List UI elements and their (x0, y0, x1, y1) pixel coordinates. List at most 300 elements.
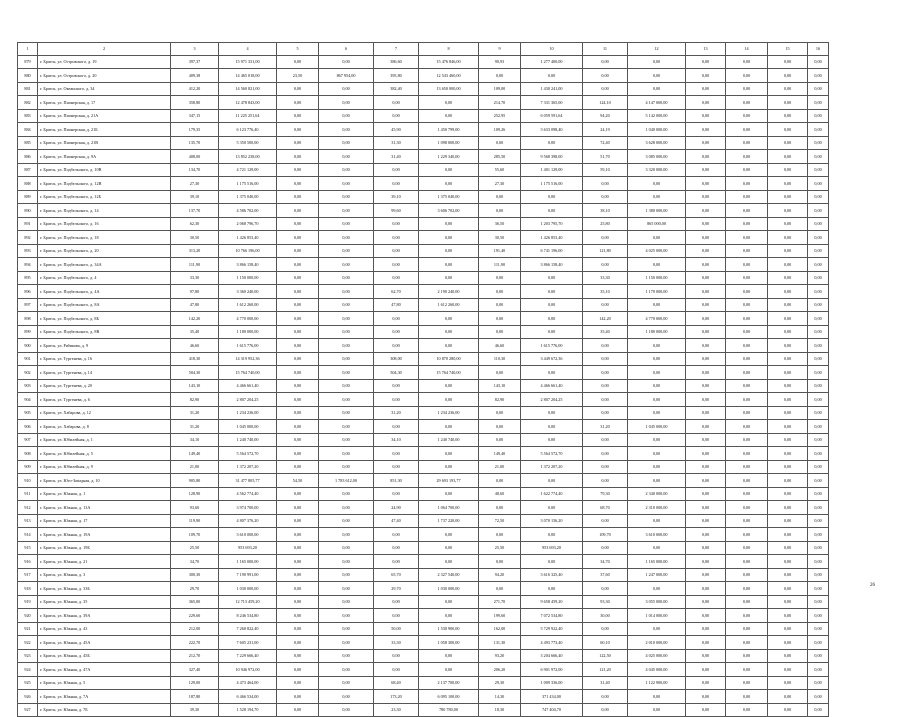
table-row (18, 514, 829, 528)
address-cell: г. Братск, ул. Подбельского, д. 16 (38, 217, 171, 231)
address-cell: г. Братск, ул. Тургенева, д. 20 (38, 379, 171, 393)
value-cell: 25,50 (479, 541, 521, 555)
value-cell: 0,00 (808, 258, 829, 272)
value-cell: 7 190 991,00 (219, 568, 277, 582)
value-cell: 39,10 (374, 190, 419, 204)
value-cell: 111,90 (171, 258, 219, 272)
value-cell: 30,00 (583, 609, 628, 623)
value-cell: 0,00 (768, 649, 808, 663)
value-cell: 1 372 207,20 (521, 460, 583, 474)
value-cell: 35,40 (171, 325, 219, 339)
value-cell: 0,00 (686, 595, 726, 609)
value-cell: 0,00 (726, 352, 768, 366)
value-cell: 1 165 000,00 (628, 555, 686, 569)
row-number-cell: 889 (18, 190, 38, 204)
value-cell: 129,00 (171, 676, 219, 690)
value-cell: 1 165 000,00 (219, 555, 277, 569)
value-cell: 1 375 040,00 (419, 190, 479, 204)
value-cell: 0,00 (319, 231, 374, 245)
value-cell: 0,00 (628, 258, 686, 272)
address-cell: г. Братск, ул. Тургенева, д. 6 (38, 393, 171, 407)
address-cell: г. Братск, ул. Южная, д. 3 (38, 568, 171, 582)
table-row (18, 325, 829, 339)
value-cell: 0,00 (374, 487, 419, 501)
value-cell: 0,00 (319, 312, 374, 326)
value-cell: 0,00 (686, 204, 726, 218)
value-cell: 99,60 (374, 204, 419, 218)
value-cell: 97,80 (171, 285, 219, 299)
value-cell: 0,00 (808, 636, 829, 650)
value-cell: 229,60 (171, 609, 219, 623)
value-cell: 1 045 000,00 (219, 420, 277, 434)
value-cell: 4 807 376,20 (219, 514, 277, 528)
value-cell: 1 622 774,40 (521, 487, 583, 501)
value-cell: 12 713 459,20 (219, 595, 277, 609)
value-cell: 31,20 (171, 406, 219, 420)
value-cell: 5 564 572,70 (521, 447, 583, 461)
value-cell: 0,00 (768, 177, 808, 191)
value-cell: 0,00 (419, 541, 479, 555)
value-cell: 0,00 (808, 568, 829, 582)
value-cell: 47,80 (374, 298, 419, 312)
value-cell: 3 633 098,40 (521, 123, 583, 137)
value-cell: 4 586 702,00 (219, 204, 277, 218)
value-cell: 0,00 (808, 271, 829, 285)
value-cell: 0,00 (319, 352, 374, 366)
value-cell: 4 045 000,00 (628, 663, 686, 677)
column-header: 16 (808, 43, 829, 56)
value-cell: 0,00 (726, 690, 768, 704)
value-cell: 0,00 (277, 420, 319, 434)
value-cell: 0,00 (686, 163, 726, 177)
table-row (18, 676, 829, 690)
value-cell: 0,00 (277, 366, 319, 380)
value-cell: 6 095 100,00 (419, 690, 479, 704)
address-cell: г. Братск, ул. Южная, д. 17 (38, 514, 171, 528)
value-cell: 54,50 (277, 474, 319, 488)
column-header: 6 (319, 43, 374, 56)
value-cell: 51,70 (583, 150, 628, 164)
value-cell: 0,00 (686, 298, 726, 312)
value-cell: 1 098 000,00 (419, 136, 479, 150)
value-cell: 0,00 (726, 55, 768, 69)
value-cell: 0,00 (319, 163, 374, 177)
value-cell: 0,00 (319, 555, 374, 569)
table-row (18, 312, 829, 326)
value-cell: 285,50 (479, 150, 521, 164)
address-cell: г. Братск, ул. Подбельского, д. 8Б (38, 312, 171, 326)
row-number-cell: 897 (18, 298, 38, 312)
value-cell: 5 350 500,00 (219, 136, 277, 150)
value-cell: 0,00 (808, 96, 829, 110)
value-cell: 2 807 204,25 (521, 393, 583, 407)
value-cell: 30,50 (479, 231, 521, 245)
table-row (18, 298, 829, 312)
value-cell: 1 401 129,00 (521, 163, 583, 177)
value-cell: 0,00 (583, 379, 628, 393)
value-cell: 0,00 (686, 433, 726, 447)
value-cell: 0,00 (768, 325, 808, 339)
value-cell: 0,00 (726, 231, 768, 245)
value-cell: 0,00 (319, 177, 374, 191)
value-cell: 1 030 000,00 (219, 582, 277, 596)
value-cell: 0,00 (319, 690, 374, 704)
address-cell: г. Братск, ул. Подбельского, д. 18 (38, 231, 171, 245)
value-cell: 0,00 (628, 69, 686, 83)
value-cell: 68,70 (583, 501, 628, 515)
value-cell: 0,00 (419, 96, 479, 110)
value-cell: 6 741 196,00 (521, 244, 583, 258)
value-cell: 0,00 (686, 69, 726, 83)
value-cell: 0,00 (479, 366, 521, 380)
value-cell: 65,70 (374, 568, 419, 582)
value-cell: 0,00 (808, 609, 829, 623)
value-cell: 0,00 (319, 285, 374, 299)
value-cell: 6 059 591,64 (521, 109, 583, 123)
table-row (18, 501, 829, 515)
value-cell: 0,00 (726, 244, 768, 258)
row-number-cell: 909 (18, 460, 38, 474)
value-cell: 0,00 (319, 258, 374, 272)
value-cell: 82,90 (171, 393, 219, 407)
value-cell: 382,40 (374, 82, 419, 96)
value-cell: 0,00 (808, 312, 829, 326)
value-cell: 35,10 (583, 285, 628, 299)
address-cell: г. Братск, ул. Южная, д. 35 (38, 595, 171, 609)
value-cell: 0,00 (319, 460, 374, 474)
column-header: 5 (277, 43, 319, 56)
value-cell: 0,00 (768, 379, 808, 393)
value-cell: 0,00 (768, 636, 808, 650)
value-cell: 45,90 (374, 123, 419, 137)
value-cell: 0,00 (479, 474, 521, 488)
value-cell: 0,00 (319, 55, 374, 69)
row-number-cell: 883 (18, 109, 38, 123)
value-cell: 0,00 (686, 487, 726, 501)
value-cell: 0,00 (768, 258, 808, 272)
value-cell: 15 476 846,00 (419, 55, 479, 69)
row-number-cell: 896 (18, 285, 38, 299)
table-row (18, 271, 829, 285)
address-cell: г. Братск, ул. Подбельского, д. 14 (38, 204, 171, 218)
value-cell: 0,00 (277, 177, 319, 191)
value-cell: 46,60 (479, 339, 521, 353)
value-cell: 29,30 (479, 676, 521, 690)
value-cell: 0,00 (479, 69, 521, 83)
value-cell: 867 954,00 (319, 69, 374, 83)
value-cell: 1 180 000,00 (628, 325, 686, 339)
value-cell: 0,00 (628, 474, 686, 488)
value-cell: 0,00 (374, 609, 419, 623)
value-cell: 0,00 (686, 136, 726, 150)
value-cell: 0,00 (479, 136, 521, 150)
value-cell: 0,00 (628, 82, 686, 96)
column-header: 14 (726, 43, 768, 56)
value-cell: 0,00 (726, 460, 768, 474)
value-cell: 1 203 795,70 (521, 217, 583, 231)
value-cell: 4 466 661,40 (521, 379, 583, 393)
value-cell: 55,60 (479, 163, 521, 177)
value-cell: 2 190 240,00 (419, 285, 479, 299)
value-cell: 7 260 822,40 (219, 622, 277, 636)
value-cell: 3 628 000,00 (628, 136, 686, 150)
row-number-cell: 893 (18, 244, 38, 258)
value-cell: 0,00 (686, 420, 726, 434)
value-cell: 0,00 (726, 366, 768, 380)
value-cell: 347,15 (171, 109, 219, 123)
value-cell: 33,30 (374, 636, 419, 650)
value-cell: 0,00 (319, 514, 374, 528)
value-cell: 0,00 (628, 298, 686, 312)
value-cell: 0,00 (808, 703, 829, 717)
value-cell: 0,00 (419, 312, 479, 326)
value-cell: 0,00 (319, 663, 374, 677)
row-number-cell: 880 (18, 69, 38, 83)
table-row (18, 163, 829, 177)
value-cell: 10 766 196,00 (219, 244, 277, 258)
value-cell: 0,00 (686, 568, 726, 582)
value-cell: 0,00 (521, 69, 583, 83)
row-number-cell: 925 (18, 676, 38, 690)
value-cell: 0,00 (726, 541, 768, 555)
value-cell: 1 380 000,00 (628, 204, 686, 218)
value-cell: 0,00 (521, 406, 583, 420)
value-cell: 0,00 (374, 379, 419, 393)
table-row (18, 69, 829, 83)
value-cell: 24,19 (583, 123, 628, 137)
value-cell: 1 045 000,00 (628, 420, 686, 434)
value-cell: 0,00 (628, 393, 686, 407)
value-cell: 50,00 (374, 622, 419, 636)
row-number-cell: 927 (18, 703, 38, 717)
value-cell: 47,40 (374, 514, 419, 528)
value-cell: 5 729 922,40 (521, 622, 583, 636)
value-cell: 3 085 000,00 (628, 150, 686, 164)
value-cell: 0,00 (768, 366, 808, 380)
address-cell: г. Братск, ул. Южная, д. 45Б (38, 649, 171, 663)
value-cell: 1 426 853,40 (521, 231, 583, 245)
value-cell: 1 229 340,00 (419, 150, 479, 164)
column-number-header (18, 43, 829, 56)
address-cell: г. Братск, ул. Океанского, д. 34 (38, 82, 171, 96)
value-cell: 0,00 (726, 150, 768, 164)
table-row (18, 636, 829, 650)
value-cell: 0,00 (628, 352, 686, 366)
row-number-cell: 888 (18, 177, 38, 191)
value-cell: 0,00 (521, 285, 583, 299)
value-cell: 82,90 (479, 393, 521, 407)
column-header: 12 (628, 43, 686, 56)
value-cell: 300,30 (171, 568, 219, 582)
value-cell: 0,00 (768, 541, 808, 555)
address-cell: г. Братск, ул. Южная, д. 33Б (38, 582, 171, 596)
value-cell: 109,70 (583, 528, 628, 542)
value-cell: 0,00 (374, 339, 419, 353)
value-cell: 0,00 (319, 136, 374, 150)
value-cell: 62,30 (171, 217, 219, 231)
value-cell: 212,70 (171, 649, 219, 663)
value-cell: 3 610 000,00 (219, 528, 277, 542)
value-cell: 0,00 (277, 379, 319, 393)
value-cell: 953 693,20 (219, 541, 277, 555)
value-cell: 0,00 (521, 190, 583, 204)
value-cell: 0,00 (277, 595, 319, 609)
value-cell: 0,00 (277, 204, 319, 218)
value-cell: 1 450 799,00 (419, 123, 479, 137)
value-cell: 0,00 (808, 420, 829, 434)
value-cell: 1 612 260,00 (219, 298, 277, 312)
row-number-cell: 917 (18, 568, 38, 582)
row-number-cell: 916 (18, 555, 38, 569)
value-cell: 0,00 (374, 420, 419, 434)
value-cell: 0,00 (319, 420, 374, 434)
value-cell: 0,00 (479, 204, 521, 218)
value-cell: 0,00 (808, 244, 829, 258)
value-cell: 2 137 700,00 (419, 676, 479, 690)
value-cell: 358,80 (171, 96, 219, 110)
address-cell: г. Братск, ул. Тургенева, д. 16 (38, 352, 171, 366)
value-cell: 3 360 240,00 (219, 285, 277, 299)
value-cell: 1 234 236,00 (219, 406, 277, 420)
value-cell: 1 058 300,00 (419, 636, 479, 650)
value-cell: 412,20 (171, 82, 219, 96)
value-cell: 0,00 (277, 447, 319, 461)
value-cell: 1 234 236,00 (419, 406, 479, 420)
value-cell: 0,00 (686, 447, 726, 461)
value-cell: 68,40 (374, 676, 419, 690)
value-cell: 1 247 000,00 (628, 568, 686, 582)
value-cell: 386,60 (374, 55, 419, 69)
table-row (18, 420, 829, 434)
value-cell: 0,00 (768, 676, 808, 690)
value-cell: 0,00 (726, 609, 768, 623)
table-row (18, 555, 829, 569)
value-cell: 0,00 (768, 204, 808, 218)
value-cell: 21,00 (171, 460, 219, 474)
value-cell: 0,00 (419, 460, 479, 474)
address-cell: г. Братск, ул. Хабарова, д. 12 (38, 406, 171, 420)
value-cell: 2 807 204,25 (219, 393, 277, 407)
value-cell: 0,00 (686, 352, 726, 366)
value-cell: 0,00 (808, 339, 829, 353)
value-cell: 780 780,00 (419, 703, 479, 717)
address-cell: г. Братск, ул. Островского, д. 20 (38, 69, 171, 83)
row-number-cell: 881 (18, 82, 38, 96)
value-cell: 0,00 (768, 703, 808, 717)
value-cell: 0,00 (419, 595, 479, 609)
value-cell: 1 170 000,00 (628, 285, 686, 299)
value-cell: 79,30 (583, 487, 628, 501)
value-cell: 0,00 (686, 258, 726, 272)
value-cell: 0,00 (726, 69, 768, 83)
value-cell: 0,00 (768, 244, 808, 258)
value-cell: 0,00 (277, 109, 319, 123)
value-cell: 0,00 (583, 460, 628, 474)
value-cell: 1 615 776,00 (219, 339, 277, 353)
value-cell: 0,00 (521, 271, 583, 285)
value-cell: 0,00 (583, 55, 628, 69)
value-cell: 0,00 (479, 420, 521, 434)
value-cell: 252,95 (479, 109, 521, 123)
value-cell: 4 473 464,00 (219, 676, 277, 690)
value-cell: 0,00 (583, 474, 628, 488)
value-cell: 0,00 (768, 528, 808, 542)
address-cell: г. Братск, ул. Подбельского, д. 20 (38, 244, 171, 258)
value-cell: 1 372 207,20 (219, 460, 277, 474)
value-cell: 0,00 (768, 82, 808, 96)
value-cell: 14 560 821,00 (219, 82, 277, 96)
value-cell: 34,10 (171, 433, 219, 447)
value-cell: 0,00 (686, 96, 726, 110)
value-cell: 0,00 (808, 55, 829, 69)
value-cell: 0,00 (726, 433, 768, 447)
address-cell: г. Братск, ул. Подбельского, д. 10В (38, 163, 171, 177)
value-cell: 0,00 (726, 339, 768, 353)
value-cell: 0,00 (479, 555, 521, 569)
address-cell: г. Братск, ул. Рябикова, д. 9 (38, 339, 171, 353)
value-cell: 0,00 (686, 393, 726, 407)
value-cell: 11 225 251,64 (219, 109, 277, 123)
value-cell: 0,00 (726, 82, 768, 96)
row-number-cell: 886 (18, 150, 38, 164)
row-number-cell: 924 (18, 663, 38, 677)
value-cell: 3 616 325,40 (521, 568, 583, 582)
value-cell: 0,00 (521, 325, 583, 339)
value-cell: 3 610 000,00 (628, 528, 686, 542)
value-cell: 0,00 (374, 541, 419, 555)
value-cell: 0,00 (277, 460, 319, 474)
value-cell: 365,00 (171, 595, 219, 609)
value-cell: 143,10 (171, 379, 219, 393)
value-cell: 0,00 (374, 460, 419, 474)
value-cell: 21,00 (479, 460, 521, 474)
value-cell: 0,00 (277, 609, 319, 623)
value-cell: 7 605 231,00 (219, 636, 277, 650)
value-cell: 0,00 (768, 123, 808, 137)
address-cell: г. Братск, ул. Подбельского, д. 12Б (38, 190, 171, 204)
value-cell: 0,00 (319, 96, 374, 110)
value-cell: 0,00 (521, 528, 583, 542)
value-cell: 29,70 (374, 582, 419, 596)
value-cell: 0,00 (521, 474, 583, 488)
value-cell: 0,00 (277, 406, 319, 420)
value-cell: 0,00 (768, 622, 808, 636)
value-cell: 0,00 (277, 528, 319, 542)
value-cell: 10 946 972,00 (219, 663, 277, 677)
value-cell: 0,00 (374, 217, 419, 231)
value-cell: 0,00 (686, 406, 726, 420)
table-row (18, 447, 829, 461)
value-cell: 0,00 (374, 177, 419, 191)
value-cell: 0,00 (726, 177, 768, 191)
value-cell: 0,00 (374, 595, 419, 609)
value-cell: 0,00 (726, 204, 768, 218)
value-cell: 0,00 (277, 393, 319, 407)
value-cell: 3 320 000,00 (628, 163, 686, 177)
value-cell: 0,00 (521, 420, 583, 434)
value-cell: 0,00 (686, 339, 726, 353)
value-cell: 0,00 (628, 231, 686, 245)
value-cell: 6 123 776,40 (219, 123, 277, 137)
table-row (18, 55, 829, 69)
value-cell: 0,00 (686, 541, 726, 555)
row-number-cell: 912 (18, 501, 38, 515)
value-cell: 0,00 (808, 177, 829, 191)
value-cell: 0,00 (419, 420, 479, 434)
table-row (18, 622, 829, 636)
address-cell: г. Братск, ул. Южная, д. 7Б (38, 703, 171, 717)
value-cell: 72,40 (583, 136, 628, 150)
